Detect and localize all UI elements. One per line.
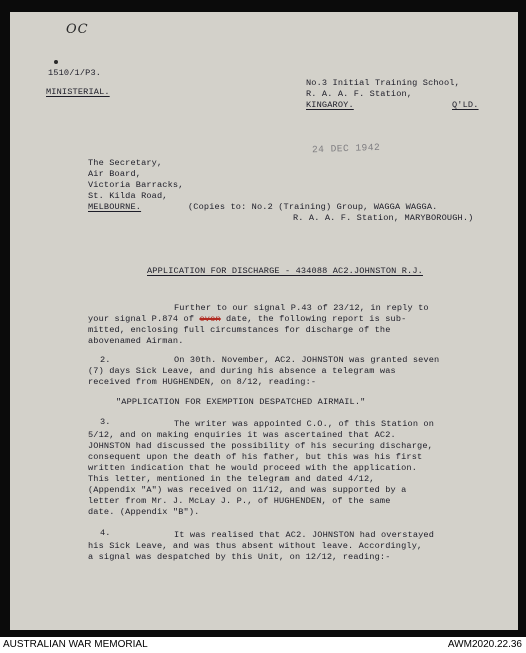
para3-line-9: date. (Appendix "B").: [88, 507, 200, 517]
para2-line-3: received from HUGHENDEN, on 8/12, reading:-: [88, 377, 317, 387]
handwritten-note: OC: [66, 22, 89, 37]
accession-number: AWM2020.22.36: [447, 639, 522, 650]
subject-line: APPLICATION FOR DISCHARGE - 434088 AC2.JOHNSTON R.J.: [147, 266, 423, 276]
para3-line-8: letter from Mr. J. McLay J. P., of HUGHENDEN, of the same: [88, 496, 391, 506]
para1-line-3: mitted, enclosing full circumstances for discharge of the: [88, 325, 391, 335]
para3-line-6: This letter, mentioned in the telegram and dated 4/12,: [88, 474, 375, 484]
copies-to-line-2: R. A. A. F. Station, MARYBOROUGH.): [293, 213, 474, 223]
para4-number: 4.: [100, 528, 111, 538]
classification: MINISTERIAL.: [46, 87, 110, 97]
para3-line-3: JOHNSTON had discussed the possibility of his securing discharge,: [88, 441, 433, 451]
para3-number: 3.: [100, 417, 111, 427]
para3-line-4: consequent upon the death of his father, but this was his first: [88, 452, 423, 462]
document-page: [10, 12, 518, 630]
copies-to-line-1: (Copies to: No.2 (Training) Group, WAGGA WAGGA.: [188, 202, 438, 212]
sender-line-3: KINGAROY.: [306, 100, 354, 110]
telegram-quote: "APPLICATION FOR EXEMPTION DESPATCHED AIRMAIL.": [116, 397, 366, 407]
struck-word: even: [199, 314, 221, 324]
para4-line-1: It was realised that AC2. JOHNSTON had overstayed: [174, 530, 435, 540]
para3-line-5: written indication that he would proceed with the application.: [88, 463, 418, 473]
addressee-line-3: Victoria Barracks,: [88, 180, 184, 190]
para2-line-1: On 30th. November, AC2. JOHNSTON was granted seven: [174, 355, 440, 365]
para4-line-3: a signal was despatched by this Unit, on 12/12, reading:-: [88, 552, 391, 562]
archive-credit: AUSTRALIAN WAR MEMORIAL: [3, 639, 148, 650]
addressee-line-1: The Secretary,: [88, 158, 163, 168]
para1-line-1: Further to our signal P.43 of 23/12, in reply to: [174, 303, 429, 313]
addressee-line-2: Air Board,: [88, 169, 142, 179]
para2-line-2: (7) days Sick Leave, and during his absence a telegram was: [88, 366, 396, 376]
para4-line-2: his Sick Leave, and was thus absent without leave. Accordingly,: [88, 541, 423, 551]
para2-number: 2.: [100, 355, 111, 365]
date-received-stamp: 24 DEC 1942: [311, 141, 381, 156]
addressee-city: MELBOURNE.: [88, 202, 142, 212]
para3-line-2: 5/12, and on making enquiries it was ascertained that AC2.: [88, 430, 396, 440]
ink-mark: [54, 60, 58, 64]
para3-line-7: (Appendix "A") was received on 11/12, and was supported by a: [88, 485, 407, 495]
sender-state: Q'LD.: [452, 100, 479, 110]
para3-line-1: The writer was appointed C.O., of this Station on: [174, 419, 435, 429]
reference-number: 1510/1/P3.: [48, 68, 102, 78]
para1-line-4: abovenamed Airman.: [88, 336, 184, 346]
addressee-line-4: St. Kilda Road,: [88, 191, 168, 201]
sender-line-2: R. A. A. F. Station,: [306, 89, 413, 99]
para1-line-2: your signal P.874 of even date, the following report is sub-: [88, 314, 407, 324]
sender-line-1: No.3 Initial Training School,: [306, 78, 460, 88]
